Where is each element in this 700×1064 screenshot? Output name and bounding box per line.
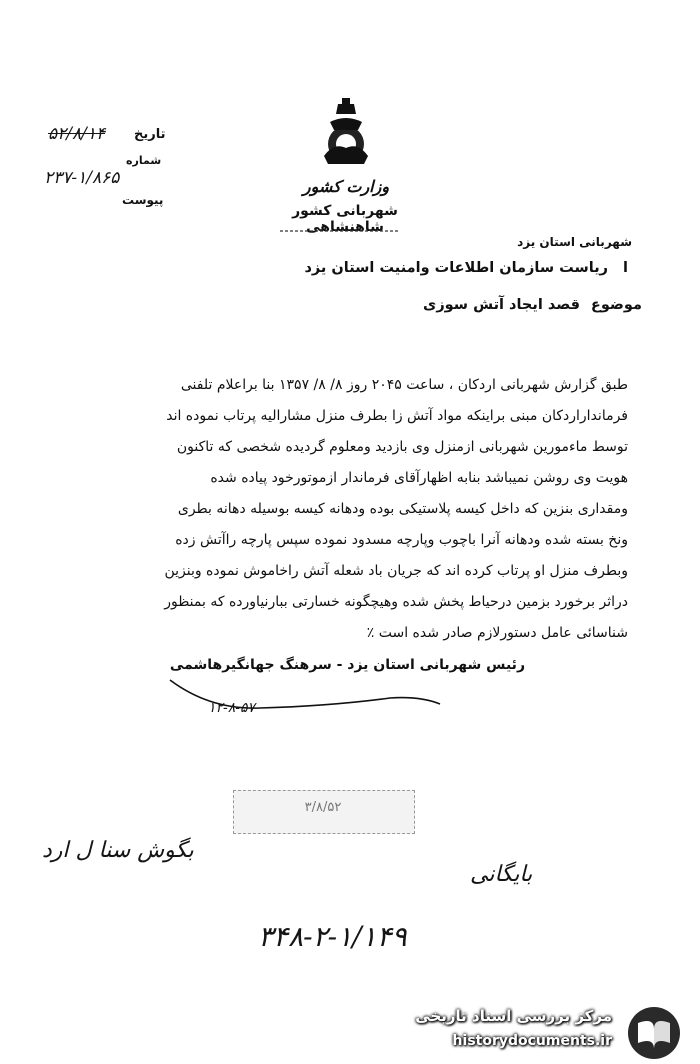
subject-label: موضوع xyxy=(590,297,642,313)
date-value: ۵۲/۸/۱۴ xyxy=(48,124,106,144)
file-number-annotation: ۳۴۸-۲-۱/۱۴۹ xyxy=(258,920,407,953)
header-divider xyxy=(280,228,400,234)
body-line-3: توسط ماءمورین شهربانی ازمنزل وی بازدید ومعلوم گردیده شخصی که تاکنون xyxy=(176,439,628,455)
subject-text: قصد ایجاد آتش سوزی xyxy=(423,297,580,313)
lion-sun-emblem-icon xyxy=(318,94,374,176)
book-icon xyxy=(626,1005,682,1061)
number-value: ۲۳۷-۱/۸۶۵ xyxy=(44,168,120,188)
body-line-1: طبق گزارش شهربانی اردکان ، ساعت ۲۰۴۵ روز ۸/ ۸/ ۱۳۵۷ بنا براعلام تلفنی xyxy=(180,377,628,393)
to-marker: ا xyxy=(623,260,628,276)
ministry-name: وزارت کشور xyxy=(302,177,390,196)
signature-line: رئیس شهربانی استان یزد - سرهنگ جهانگیرهاشمی xyxy=(169,657,525,673)
footer-center-name: مرکز بررسی اسناد تاریخی xyxy=(415,1007,612,1025)
body-line-8: دراثر برخورد بزمین درحیاط پخش شده وهیچگونه خسارتی ببارنیاورده که بمنظور xyxy=(164,594,628,610)
attachment-label: پیوست xyxy=(122,193,164,207)
date-label: تاریخ xyxy=(134,127,166,142)
body-line-2: فرمانداراردکان مبنی براینکه مواد آتش زا بطرف منزل مشارالیه پرتاب نموده اند xyxy=(166,408,628,424)
body-line-6: ونخ بسته شده ودهانه آنرا باچوب وپارچه مسدود نموده سپس پارچه راآتش زده xyxy=(175,532,628,548)
archive-footer xyxy=(412,1003,682,1063)
to-line: ریاست سازمان اطلاعات وامنیت استان یزد xyxy=(304,260,608,276)
body-line-9: شناسائی عامل دستورلازم صادر شده است ٪ xyxy=(366,625,628,641)
police-name: شهربانی کشور شاهنشاهی xyxy=(292,203,398,235)
from-line: شهربانی استان یزد xyxy=(517,235,632,249)
stamp-text: ۳/۸/۵۲ xyxy=(304,800,342,815)
body-line-4: هویت وی روشن نمیباشد بنابه اظهارآقای فرماندار ازموتورخود پیاده شده xyxy=(210,470,628,486)
body-line-7: وبطرف منزل او پرتاب کرده اند که جریان باد شعله آتش راخاموش نموده وبنزین xyxy=(164,563,628,579)
signature-scribble xyxy=(160,672,460,728)
body-line-5: ومقداری بنزین که داخل کیسه پلاستیکی بوده ودهانه کیسه بوسیله دهانه بطری xyxy=(177,501,628,517)
signature-date: ۱۲-۸-۵۷ xyxy=(208,700,256,716)
number-label: شماره xyxy=(126,154,162,167)
footer-url[interactable]: historydocuments.ir xyxy=(452,1033,612,1049)
middle-annotation: بایگانی xyxy=(470,862,533,887)
left-annotation: بگوش سنا ل ارد xyxy=(42,838,194,863)
